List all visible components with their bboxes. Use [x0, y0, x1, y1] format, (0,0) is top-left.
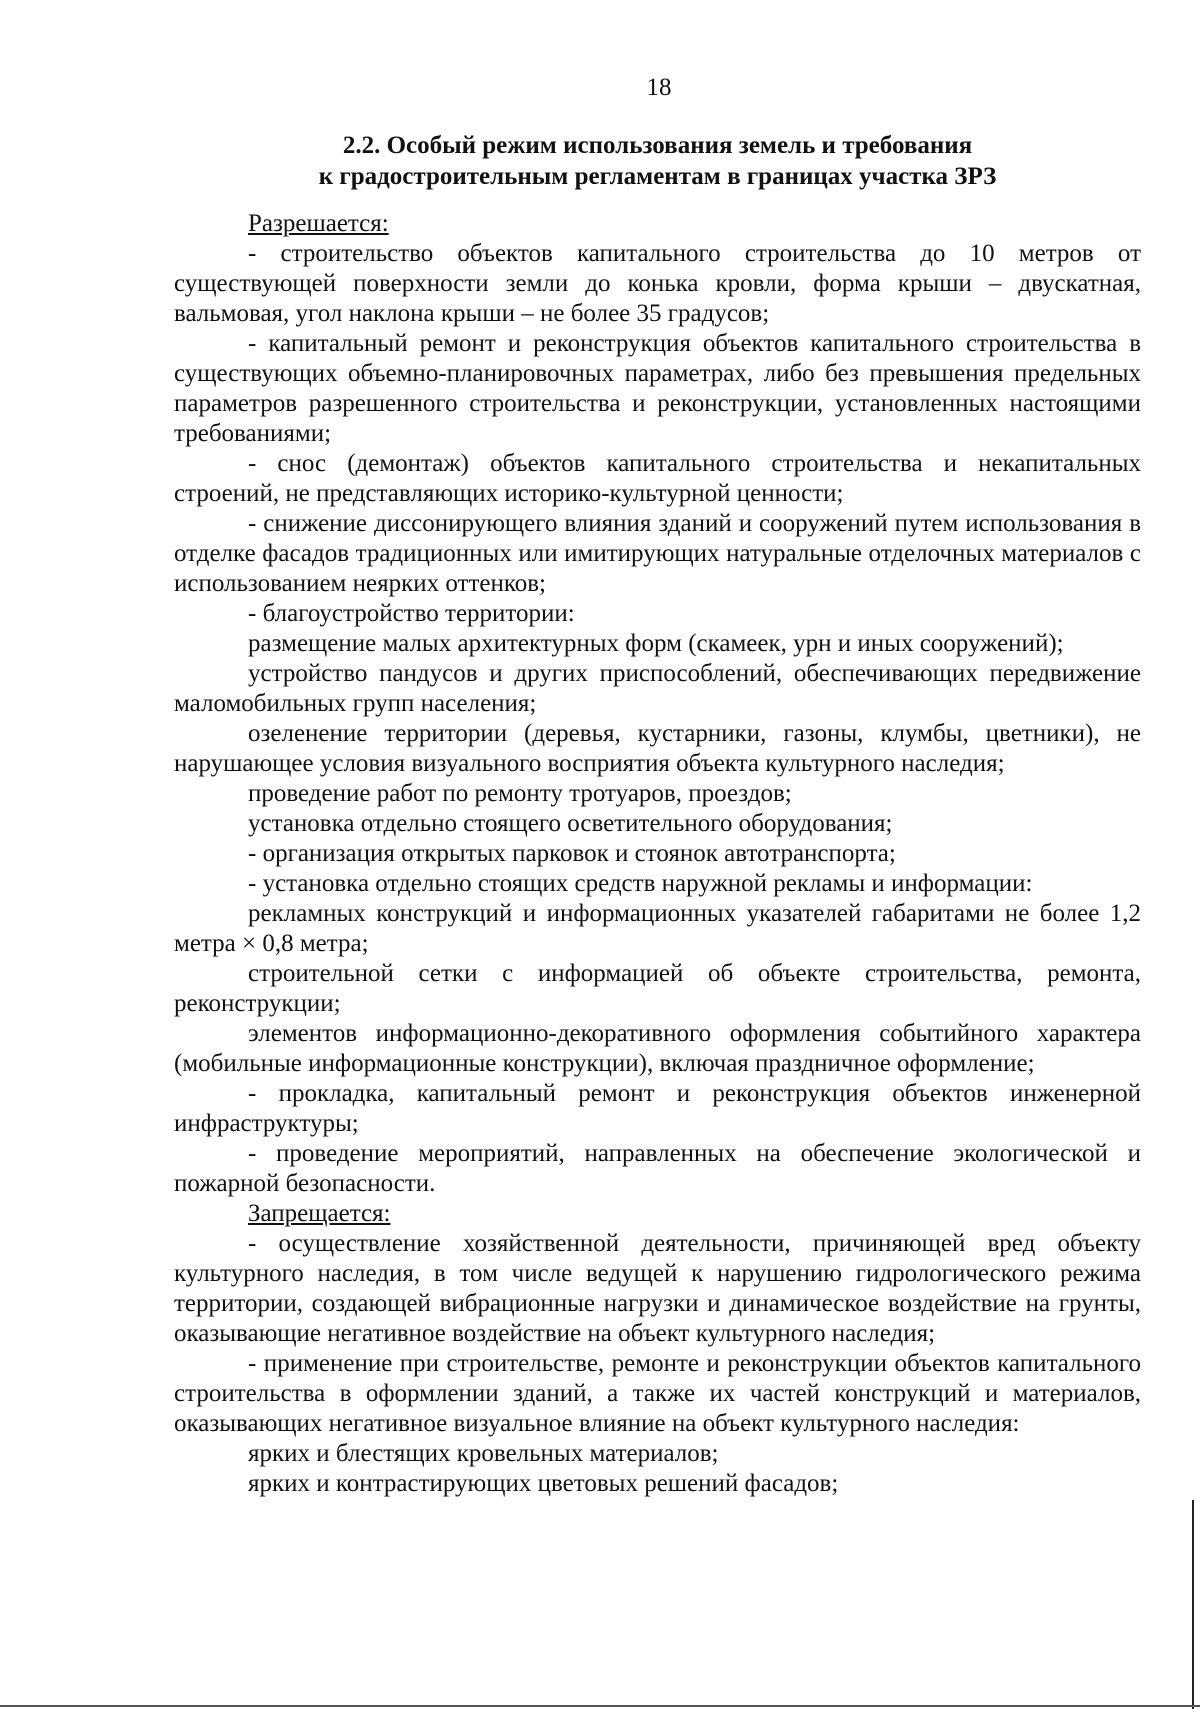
document-body — [174, 209, 1141, 1499]
section-heading-line: 2.2. Особый режим использования земель и требования — [342, 132, 973, 159]
prohibited-item: ярких и блестящих кровельных материалов; — [248, 1440, 719, 1467]
allowed-item: - организация открытых парковок и стоянок автотранспорта; — [248, 840, 896, 867]
allowed-item: проведение работ по ремонту тротуаров, проездов; — [248, 780, 792, 807]
prohibited-item: - применение при строительстве, ремонте и реконструкции объектов капитального строительства в оформлении зданий, а также их частей конструкций и материалов, оказывающих негативное визуальное влияние на объект культурного наследия: — [174, 1350, 1141, 1437]
allowed-item: размещение малых архитектурных форм (скамеек, урн и иных сооружений); — [248, 630, 1064, 657]
allowed-item: - установка отдельно стоящих средств наружной рекламы и информации: — [248, 870, 1033, 897]
allowed-item: - благоустройство территории: — [248, 600, 575, 627]
allowed-item: устройство пандусов и других приспособлений, обеспечивающих передвижение маломобильных групп населения; — [174, 660, 1141, 717]
allowed-item: - капитальный ремонт и реконструкция объектов капитального строительства в существующих объемно-планировочных параметрах, либо без превышения предельных параметров разрешенного строительства и реконструкции, установленных настоящими требованиями; — [174, 330, 1141, 447]
scan-edge-line — [0, 1705, 1200, 1707]
scan-edge-line — [1192, 1500, 1194, 1709]
allowed-label: Разрешается: — [248, 210, 389, 237]
allowed-item: элементов информационно-декоративного оформления событийного характера (мобильные информационные конструкции), включая праздничное оформление; — [174, 1020, 1141, 1077]
prohibited-item: - осуществление хозяйственной деятельности, причиняющей вред объекту культурного наследия, в том числе ведущей к нарушению гидрологического режима территории, создающей вибрационные нагрузки и динамическое воздействие на грунты, оказывающие негативное воздействие на объект культурного наследия; — [174, 1230, 1141, 1347]
allowed-item: установка отдельно стоящего осветительного оборудования; — [248, 810, 893, 837]
section-heading — [174, 130, 1141, 192]
allowed-item: - снижение диссонирующего влияния зданий и сооружений путем использования в отделке фасадов традиционных или имитирующих натуральные отделочных материалов с использованием неярких оттенков; — [174, 510, 1141, 597]
allowed-item: строительной сетки с информацией об объекте строительства, ремонта, реконструкции; — [174, 960, 1141, 1017]
allowed-item: - проведение мероприятий, направленных на обеспечение экологической и пожарной безопасности. — [174, 1140, 1141, 1197]
prohibited-label: Запрещается: — [248, 1200, 391, 1227]
page-number: 18 — [646, 74, 672, 101]
section-heading-line: к градостроительным регламентам в границах участка ЗРЗ — [318, 163, 997, 190]
prohibited-item: ярких и контрастирующих цветовых решений фасадов; — [248, 1470, 839, 1497]
allowed-item: - строительство объектов капитального строительства до 10 метров от существующей поверхности земли до конька кровли, форма крыши – двускатная, вальмовая, угол наклона крыши – не более 35 градусов; — [174, 240, 1141, 327]
allowed-item: озеленение территории (деревья, кустарники, газоны, клумбы, цветники), не нарушающее условия визуального восприятия объекта культурного наследия; — [174, 720, 1141, 777]
allowed-item: - снос (демонтаж) объектов капитального строительства и некапитальных строений, не представляющих историко-культурной ценности; — [174, 450, 1141, 507]
allowed-item: - прокладка, капитальный ремонт и реконструкция объектов инженерной инфраструктуры; — [174, 1080, 1141, 1137]
allowed-item: рекламных конструкций и информационных указателей габаритами не более 1,2 метра × 0,8 метра; — [174, 900, 1141, 957]
